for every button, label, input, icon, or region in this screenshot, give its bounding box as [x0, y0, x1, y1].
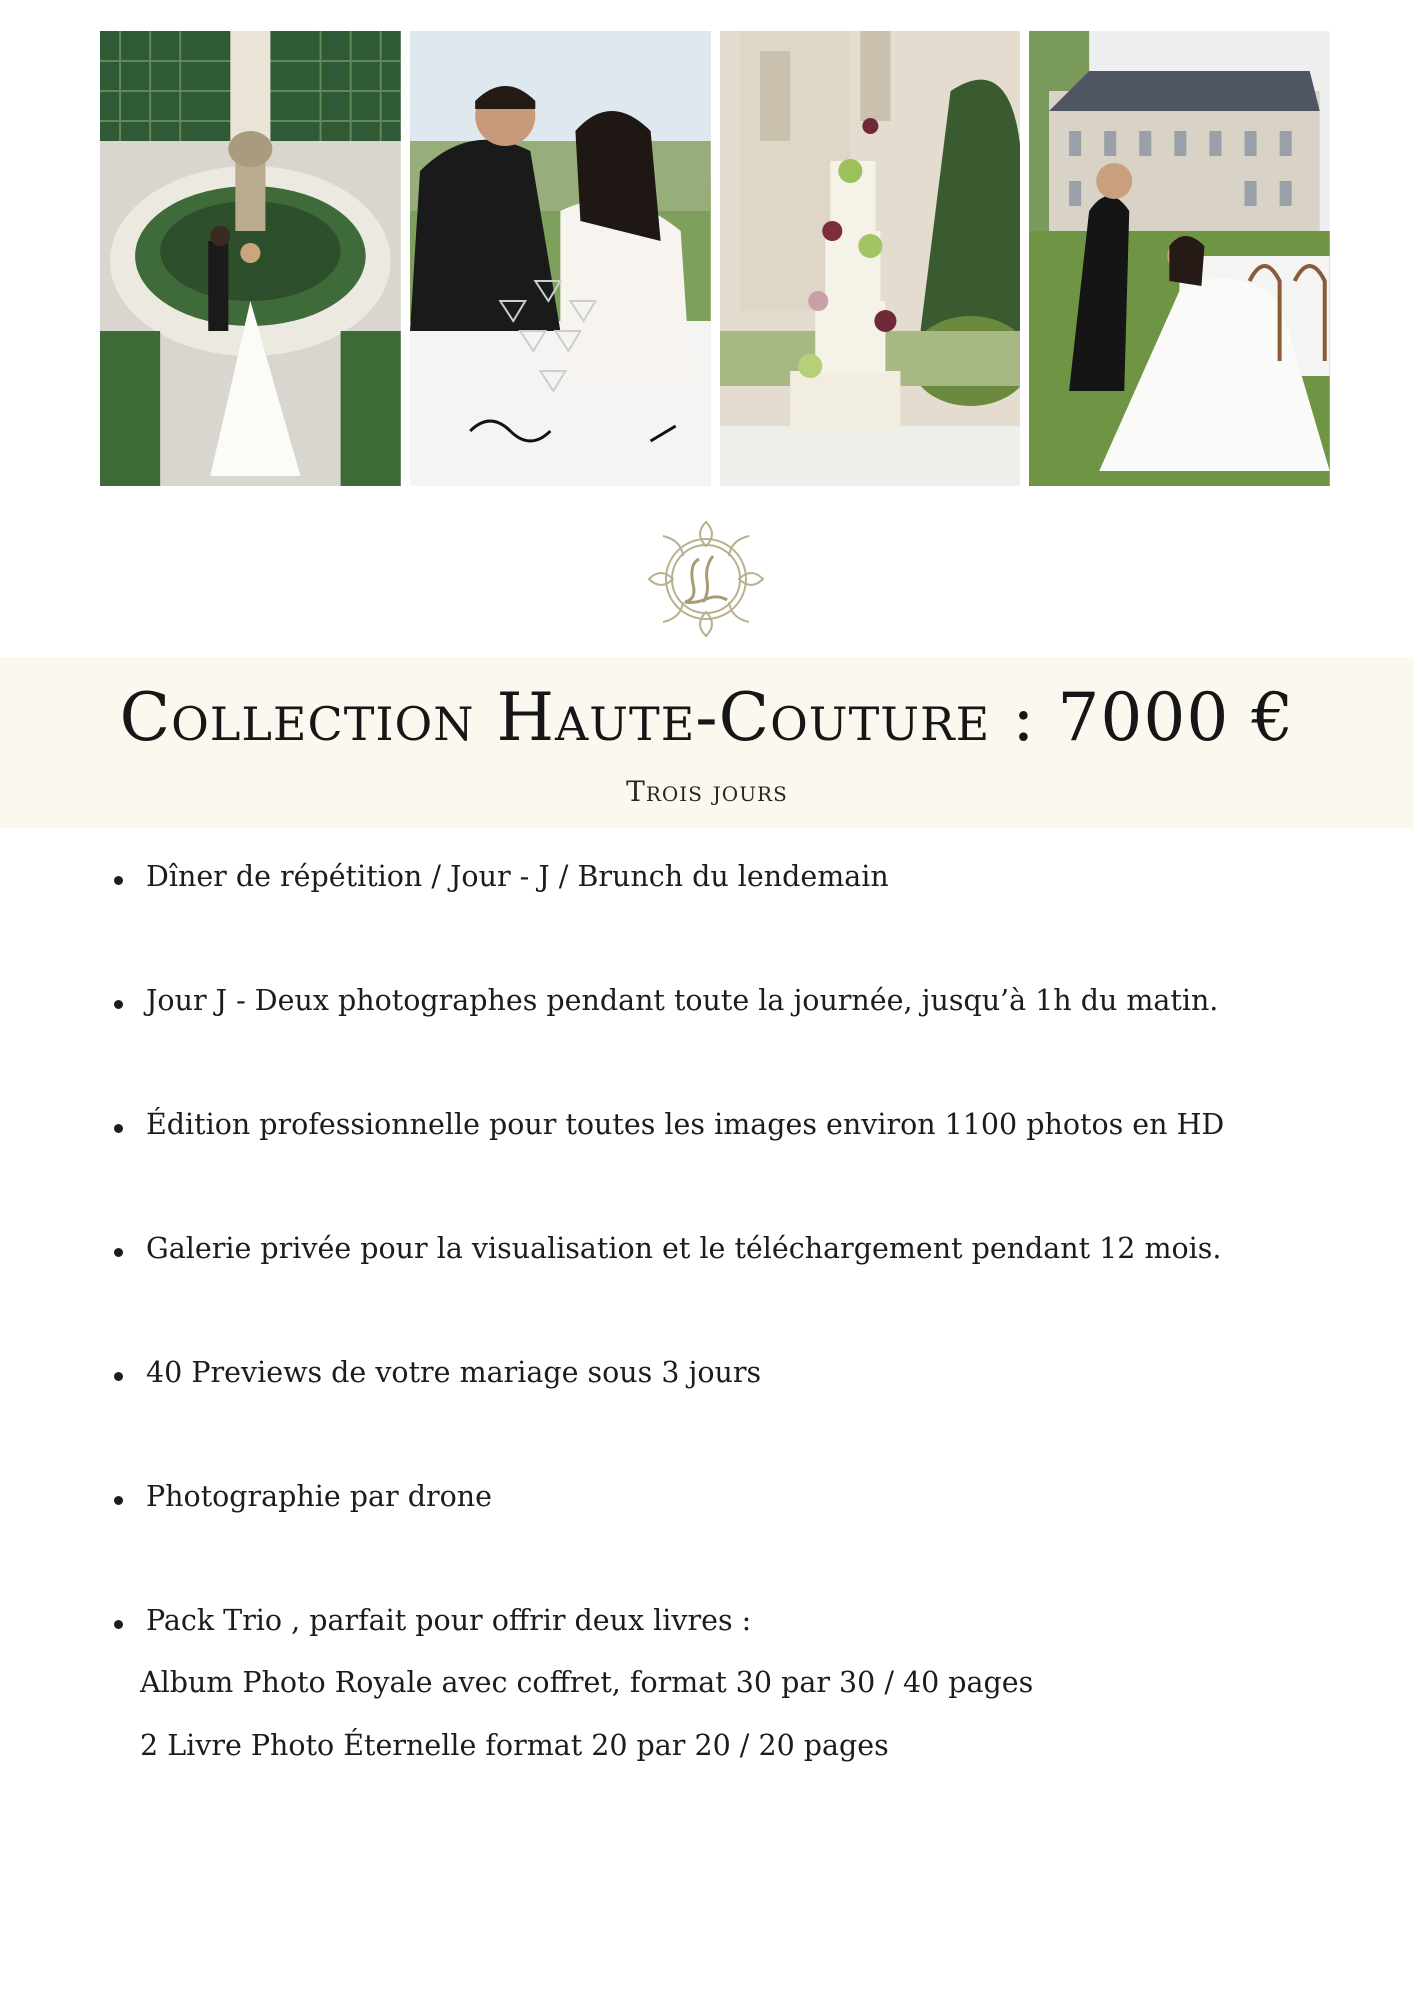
collection-title: Collection Haute-Couture : 7000 € [119, 679, 1295, 756]
list-item [110, 982, 1310, 1106]
list-item [110, 1602, 1310, 1765]
features-list [110, 858, 1310, 1765]
list-item [110, 1230, 1310, 1354]
book-line: 2 Livre Photo Éternelle format 20 par 20 / 20 pages [140, 1728, 889, 1762]
chateau-couple-photo [1029, 31, 1330, 486]
feature-text: Édition professionnelle pour toutes les images environ 1100 photos en HD [146, 1108, 1225, 1141]
list-item [110, 1354, 1310, 1478]
photo-strip [100, 31, 1330, 486]
feature-text: Pack Trio , parfait pour offrir deux livres : [146, 1604, 752, 1637]
wedding-cake-photo [720, 31, 1021, 486]
champagne-toast-photo [410, 31, 711, 486]
garden-couple-photo [100, 31, 401, 486]
album-line: Album Photo Royale avec coffret, format 30 par 30 / 40 pages [140, 1666, 1034, 1700]
feature-text: Dîner de répétition / Jour - J / Brunch du lendemain [146, 860, 889, 893]
feature-text: Galerie privée pour la visualisation et le téléchargement pendant 12 mois. [146, 1232, 1222, 1265]
collection-subtitle: Trois jours [626, 775, 788, 808]
list-item [110, 1478, 1310, 1602]
list-item [110, 1106, 1310, 1230]
feature-text: Photographie par drone [146, 1480, 492, 1513]
list-item [110, 858, 1310, 982]
feature-text: Jour J - Deux photographes pendant toute la journée, jusqu’à 1h du matin. [146, 984, 1219, 1017]
monogram-logo [641, 514, 771, 644]
feature-text: 40 Previews de votre mariage sous 3 jours [146, 1356, 762, 1389]
title-band [0, 657, 1414, 828]
